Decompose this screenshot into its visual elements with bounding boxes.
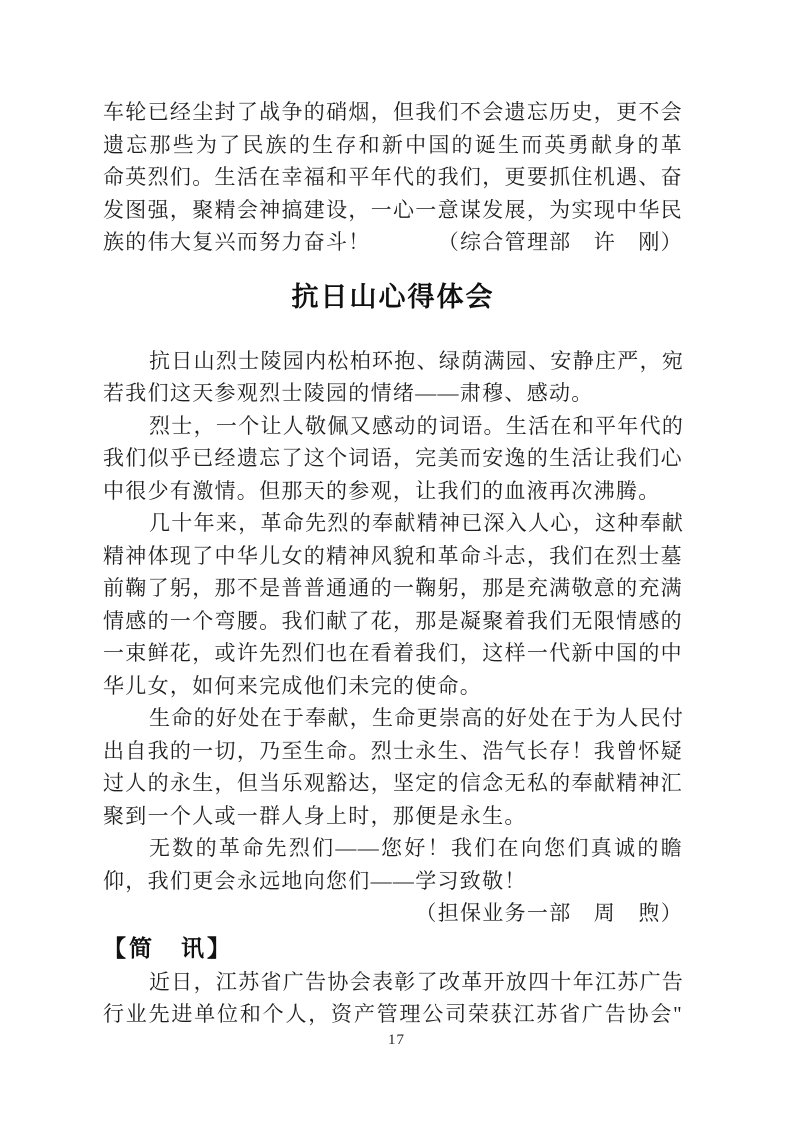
text-line: 我们似乎已经遗忘了这个词语，完美而安逸的生活让我们心 <box>103 446 683 470</box>
intro-closing-text: 族的伟大复兴而努力奋斗！ <box>103 230 371 254</box>
text-line: 无数的革命先烈们——您好！我们在向您们真诚的瞻 <box>149 836 683 860</box>
article-paragraph <box>103 345 683 410</box>
text-line: 过人的永生，但当乐观豁达，坚定的信念无私的奉献精神汇 <box>103 771 683 795</box>
intro-attribution: （综合管理部 许 刚） <box>437 230 683 254</box>
text-line: 生命的好处在于奉献，生命更崇高的好处在于为人民付 <box>149 706 685 730</box>
article-paragraph <box>103 702 683 832</box>
article-paragraph <box>103 832 683 897</box>
text-line: 聚到一个人或一群人身上时，那便是永生。 <box>103 803 527 828</box>
article-paragraph <box>103 410 683 508</box>
text-line: 若我们这天参观烈士陵园的情绪——肃穆、感动。 <box>103 381 594 405</box>
page-number: 17 <box>388 1032 405 1048</box>
text-line: 一束鲜花，或许先烈们也在看着我们，这样一代新中国的中 <box>103 641 683 665</box>
text-line: 命英烈们。生活在幸福和平年代的我们，更要抓住机遇、奋 <box>103 165 683 189</box>
text-line: 抗日山烈士陵园内松柏环抱、绿荫满园、安静庄严，宛 <box>149 348 685 373</box>
text-line: 中很少有激情。但那天的参观，让我们的血液再次沸腾。 <box>103 478 661 503</box>
briefs-paragraph <box>103 966 683 1031</box>
text-line: 行业先进单位和个人，资产管理公司荣获江苏省广告协会" <box>103 1002 683 1026</box>
intro-paragraph <box>103 96 683 259</box>
text-line: 发图强，聚精会神搞建设，一心一意谋发展，为实现中华民 <box>103 197 683 222</box>
text-line: 精神体现了中华儿女的精神风貌和革命斗志，我们在烈士墓 <box>103 543 683 568</box>
article-attribution: （担保业务一部 周 煦） <box>415 901 683 925</box>
article-paragraph <box>103 507 683 702</box>
article-title: 抗日山心得体会 <box>291 281 495 312</box>
text-line <box>103 226 683 259</box>
text-line: 情感的一个弯腰。我们献了花，那是凝聚着我们无限情感的 <box>103 608 683 633</box>
document-content <box>103 96 683 1031</box>
text-line: 华儿女，如何来完成他们未完的使命。 <box>103 673 483 698</box>
text-line: 前鞠了躬，那不是普普通通的一鞠躬，那是充满敬意的充满 <box>103 576 683 600</box>
text-line: 车轮已经尘封了战争的硝烟，但我们不会遗忘历史，更不会 <box>103 100 683 124</box>
text-line: 烈士，一个让人敬佩又感动的词语。生活在和平年代的 <box>149 413 685 438</box>
text-line: 遗忘那些为了民族的生存和新中国的诞生而英勇献身的革 <box>103 132 683 157</box>
briefs-heading: 【简 讯】 <box>103 935 233 961</box>
text-line: 几十年来，革命先烈的奉献精神已深入人心，这种奉献 <box>149 511 685 535</box>
text-line: 近日，江苏省广告协会表彰了改革开放四十年江苏广告 <box>149 969 685 994</box>
text-line: 出自我的一切，乃至生命。烈士永生、浩气长存！我曾怀疑 <box>103 738 683 763</box>
text-line: 仰，我们更会永远地向您们——学习致敬！ <box>103 868 527 893</box>
